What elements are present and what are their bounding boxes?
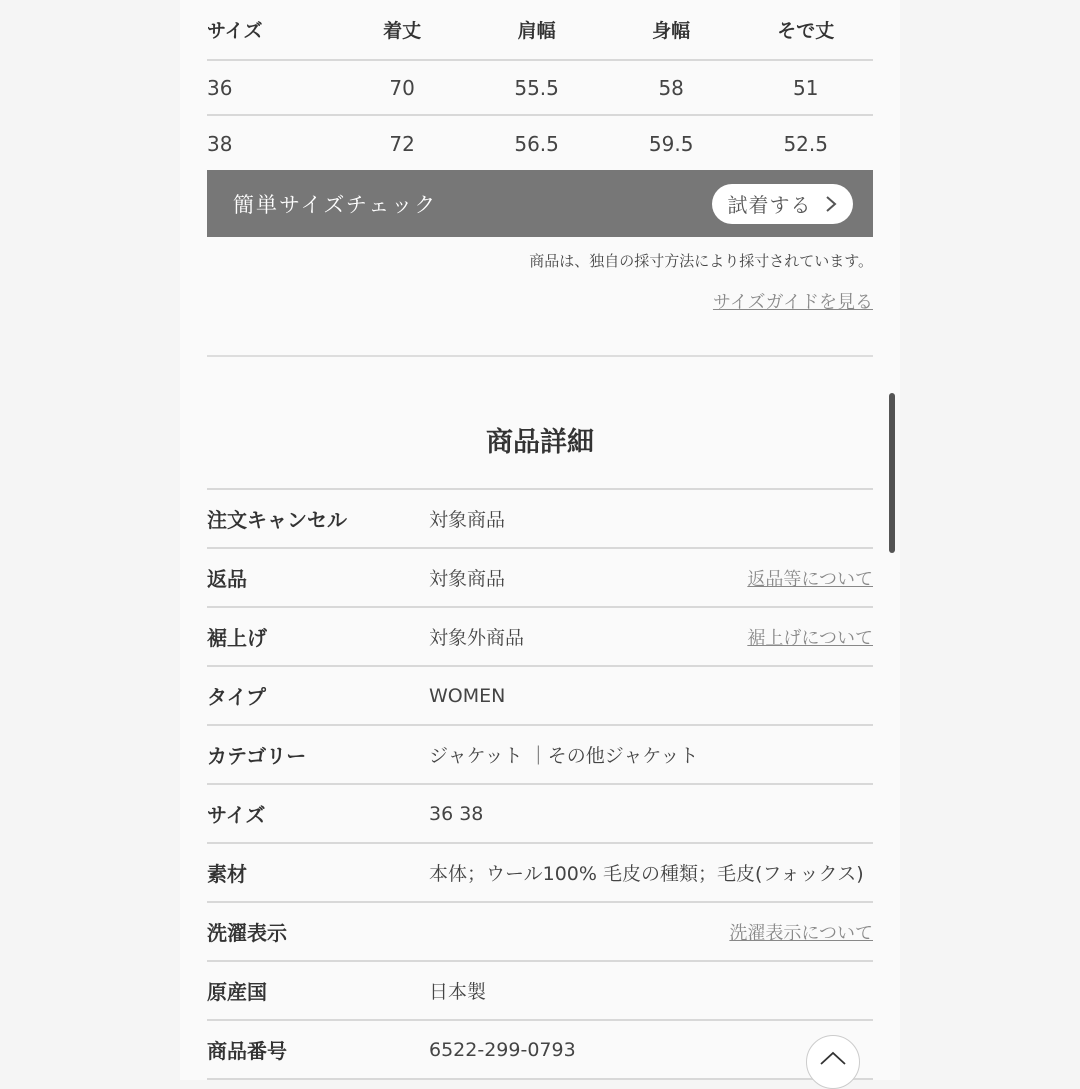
detail-value: WOMEN	[429, 684, 506, 707]
detail-key: 商品番号	[207, 1039, 287, 1063]
size-header-cell: そで丈	[777, 20, 835, 42]
detail-value: 36 38	[429, 802, 484, 825]
detail-key: 原産国	[207, 980, 267, 1004]
detail-value: 本体；ウール100% 毛皮の種類；毛皮(フォックス)	[429, 863, 864, 885]
size-check-bar	[207, 170, 873, 237]
detail-key: 裾上げ	[207, 626, 267, 650]
detail-key: 洗濯表示	[207, 921, 287, 945]
try-on-button[interactable]	[712, 184, 853, 224]
detail-key: カテゴリー	[207, 744, 307, 768]
details-table	[207, 488, 873, 1080]
section-divider	[207, 355, 873, 357]
page-title: 商品詳細	[486, 427, 594, 458]
table-row	[207, 61, 873, 116]
size-cell: 52.5	[783, 131, 828, 156]
table-row	[207, 960, 873, 1019]
size-header-cell: 肩幅	[517, 20, 556, 42]
size-cell: 55.5	[514, 75, 559, 100]
scrollbar[interactable]	[889, 393, 895, 553]
scroll-to-top-button[interactable]	[806, 1035, 860, 1089]
size-table	[207, 0, 873, 171]
size-cell: 70	[389, 75, 415, 100]
size-header-cell: 身幅	[652, 20, 691, 42]
detail-value: 対象商品	[429, 568, 506, 590]
try-on-label: 試着する	[727, 193, 812, 217]
size-cell: 36	[207, 75, 233, 100]
detail-key: タイプ	[207, 685, 266, 709]
size-header-cell: 着丈	[383, 20, 422, 42]
size-cell: 72	[389, 131, 415, 156]
detail-key: 素材	[207, 862, 247, 886]
table-row	[207, 488, 873, 547]
detail-key: 注文キャンセル	[207, 508, 347, 532]
detail-value: 日本製	[429, 981, 487, 1003]
table-row	[207, 665, 873, 724]
size-check-label: 簡単サイズチェック	[233, 192, 438, 217]
detail-key: サイズ	[207, 803, 266, 827]
table-row	[207, 783, 873, 842]
detail-value: 対象外商品	[429, 627, 525, 649]
detail-value: 対象商品	[429, 509, 506, 531]
table-row	[207, 606, 873, 665]
size-cell: 58	[658, 75, 684, 100]
measurement-note: 商品は、独自の採寸方法により採寸されています。	[529, 252, 873, 270]
hemming-link[interactable]: 裾上げについて	[747, 627, 873, 649]
detail-value: 6522-299-0793	[429, 1038, 576, 1061]
size-cell: 59.5	[648, 131, 694, 156]
size-guide-link[interactable]: サイズガイドを見る	[712, 292, 873, 313]
detail-key: 返品	[207, 567, 247, 591]
table-row	[207, 901, 873, 960]
size-cell: 51	[793, 75, 819, 100]
table-row	[207, 842, 873, 901]
size-table-header	[207, 0, 873, 61]
size-cell: 56.5	[514, 131, 559, 156]
returns-link[interactable]: 返品等について	[747, 568, 873, 590]
table-row	[207, 724, 873, 783]
chevron-up-icon	[820, 1051, 846, 1065]
laundry-link[interactable]: 洗濯表示について	[729, 922, 873, 944]
detail-value: ジャケット ｜その他ジャケット	[429, 745, 699, 767]
size-header-cell: サイズ	[207, 20, 263, 42]
table-row	[207, 547, 873, 606]
table-row	[207, 1019, 873, 1078]
chevron-right-icon	[824, 195, 838, 213]
size-cell: 38	[207, 131, 233, 156]
table-row	[207, 116, 873, 171]
